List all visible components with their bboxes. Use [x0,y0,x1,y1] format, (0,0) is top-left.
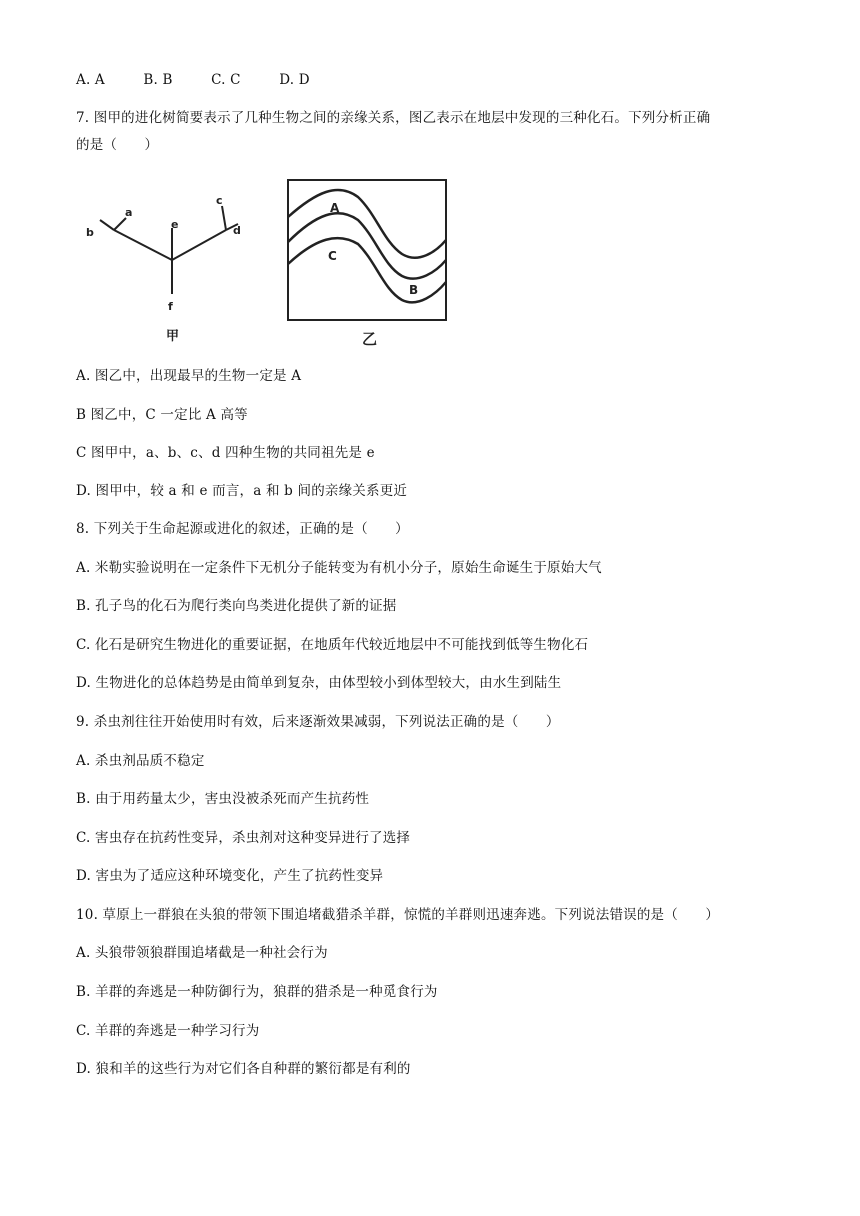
q6-choice-c: C. C [211,72,241,88]
q7-option-d: D. 图甲中，较 a 和 e 而言，a 和 b 间的亲缘关系更近 [76,483,408,499]
q6-choice-d: D. D [279,72,310,88]
fossil-strata-diagram [288,180,446,348]
q6-choices [76,71,344,89]
q9-option-a: A. 杀虫剂品质不稳定 [76,753,205,769]
tree-label-a: a [125,206,133,219]
q9-option-d: D. 害虫为了适应这种环境变化，产生了抗药性变异 [76,868,384,884]
tree-label-f: f [168,300,173,313]
q6-choice-a: A. A [76,72,105,88]
q8-option-c: C. 化石是研究生物进化的重要证据，在地质年代较近地层中不可能找到低等生物化石 [76,637,589,653]
q7-option-a: A. 图乙中，出现最早的生物一定是 A [76,368,302,384]
q10-option-b: B. 羊群的奔逃是一种防御行为，狼群的猎杀是一种觅食行为 [76,984,438,1000]
tree-label-d: d [233,224,241,237]
strata-label-b: B [409,283,419,297]
tree-caption: 甲 [166,329,180,344]
q9-stem: 9. 杀虫剂往往开始使用时有效，后来逐渐效果减弱，下列说法正确的是（ ） [76,714,560,730]
q8-option-b: B. 孔子鸟的化石为爬行类向鸟类进化提供了新的证据 [76,598,397,614]
evolution-tree-diagram [100,206,238,294]
q6-choice-b: B. B [143,72,173,88]
q9-option-c: C. 害虫存在抗药性变异，杀虫剂对这种变异进行了选择 [76,830,411,846]
tree-label-b: b [86,226,94,239]
q7-figure-svg [76,172,466,352]
q7-option-c: C 图甲中，a、b、c、d 四种生物的共同祖先是 e [76,445,375,461]
q10-option-d: D. 狼和羊的这些行为对它们各自种群的繁衍都是有利的 [76,1061,411,1077]
q8-stem: 8. 下列关于生命起源或进化的叙述，正确的是（ ） [76,521,409,537]
strata-label-a: A [330,201,340,215]
q7-option-b: B 图乙中，C 一定比 A 高等 [76,407,248,423]
tree-label-e: e [171,218,179,231]
q7-figure [76,172,466,352]
q7-stem-line2: 的是（ ） [76,137,159,153]
strata-label-c: C [328,249,337,263]
q10-stem: 10. 草原上一群狼在头狼的带领下围追堵截猎杀羊群，惊慌的羊群则迅速奔逃。下列说法错误的是（ ） [76,907,720,923]
q10-option-a: A. 头狼带领狼群围追堵截是一种社会行为 [76,945,328,961]
q8-option-d: D. 生物进化的总体趋势是由简单到复杂，由体型较小到体型较大，由水生到陆生 [76,675,562,691]
q10-option-c: C. 羊群的奔逃是一种学习行为 [76,1023,260,1039]
q7-stem-line1: 7. 图甲的进化树简要表示了几种生物之间的亲缘关系，图乙表示在地层中发现的三种化石。下列分析正确 [76,110,711,126]
q8-option-a: A. 米勒实验说明在一定条件下无机分子能转变为有机小分子，原始生命诞生于原始大气 [76,560,602,576]
q9-option-b: B. 由于用药量太少，害虫没被杀死而产生抗药性 [76,791,370,807]
tree-label-c: c [216,194,223,207]
strata-caption: 乙 [362,330,378,348]
